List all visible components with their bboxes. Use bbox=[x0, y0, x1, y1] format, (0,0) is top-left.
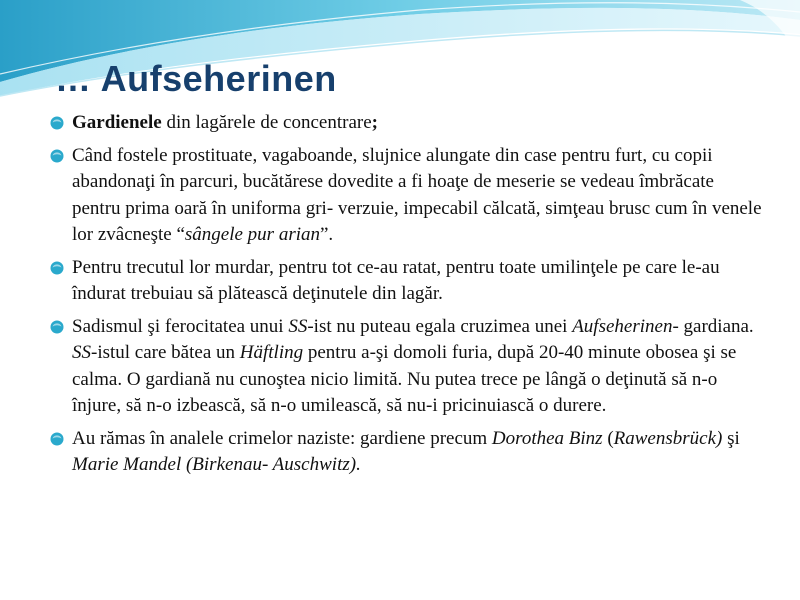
bullet-text-run: Au rămas în analele crimelor naziste: gardiene precum bbox=[72, 427, 492, 449]
bullet-text-run: Marie Mandel (Birkenau- Auschwitz). bbox=[72, 454, 361, 475]
bullet-item bbox=[44, 143, 764, 249]
bullet-circle-icon bbox=[50, 432, 64, 446]
bullet-item bbox=[44, 314, 764, 420]
bullet-list bbox=[44, 110, 764, 485]
bullet-text-run: SS bbox=[288, 315, 308, 337]
bullet-circle-icon bbox=[50, 261, 64, 275]
bullet-text-run: SS bbox=[72, 342, 91, 363]
bullet-text-run: şi bbox=[727, 427, 740, 449]
bullet-text-run: ( bbox=[602, 427, 614, 449]
bullet-text-run: ”. bbox=[320, 224, 334, 245]
bullet-item bbox=[44, 110, 764, 137]
bullet-item bbox=[44, 426, 764, 479]
bullet-circle-icon bbox=[50, 149, 64, 163]
bullet-circle-icon bbox=[50, 320, 64, 334]
bullet-text-run: Häftling bbox=[239, 342, 304, 363]
bullet-text-run: Aufseherinen bbox=[572, 315, 673, 337]
bullet-text-run: Dorothea Binz bbox=[491, 427, 603, 449]
bullet-text-run: - gardiana. bbox=[672, 315, 754, 337]
bullet-text-run: -ist nu puteau egala cruzimea unei bbox=[307, 315, 573, 337]
bullet-text-run: Rawensbrück) bbox=[613, 427, 728, 449]
bullet-circle-icon bbox=[50, 116, 64, 130]
bullet-item bbox=[44, 255, 764, 308]
bullet-text-run: Când fostele prostituate, vagaboande, slujnice alungate din case pentru furt, cu copii abandonaţi în parcuri, bucătărese dovedite a fi hoaţe de meserie se vedeau îmbrăcate pentru prima oară în uniforma gri- verzuie, impecabil călcată, simţeau brusc cum în venele lor zvâcneşte “ bbox=[72, 144, 762, 245]
bullet-text-run: pentru a-şi domoli furia, după 20-40 minute obosea şi se calma. O gardiană nu cunoştea nicio limită. Nu putea trece pe lângă o deţinută să n-o înjure, să n-o izbească, să n-o umilească, să nu-i pricinuiască o durere. bbox=[72, 342, 737, 416]
bullet-text-run: Pentru trecutul lor murdar, pentru tot ce-au ratat, pentru toate umilinţele pe care le-au îndurat trebuiau să plătească deţinutele din lagăr. bbox=[72, 256, 720, 304]
bullet-text-run: Sadismul şi ferocitatea unui bbox=[72, 315, 289, 337]
slide-title: … Aufseherinen bbox=[55, 58, 337, 99]
bullet-text-run: -istul care bătea un bbox=[91, 342, 240, 363]
bullet-text-run: sângele pur arian bbox=[184, 224, 320, 245]
bullet-text-run: din lagărele de concentrare bbox=[161, 112, 372, 133]
bullet-text-run: ; bbox=[371, 112, 378, 133]
bullet-text-run: Gardienele bbox=[72, 112, 162, 133]
